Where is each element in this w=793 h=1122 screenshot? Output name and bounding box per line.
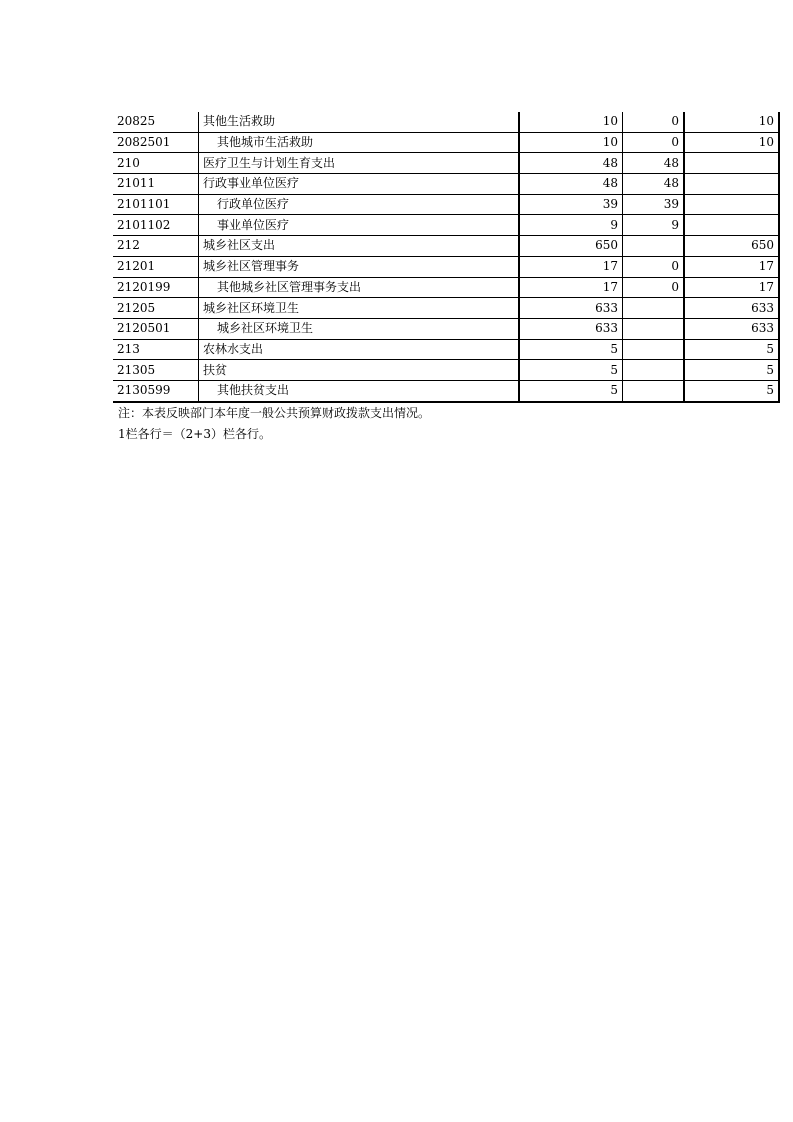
- row-basic-expenditure: 9: [623, 215, 685, 236]
- row-name: 城乡社区管理事务: [199, 256, 520, 277]
- row-name: 其他城乡社区管理事务支出: [199, 277, 520, 298]
- row-project-expenditure: 10: [684, 112, 779, 132]
- row-code: 213: [113, 339, 199, 360]
- row-name: 城乡社区环境卫生: [199, 318, 520, 339]
- row-code: 21011: [113, 174, 199, 195]
- row-total: 633: [519, 318, 623, 339]
- row-basic-expenditure: 39: [623, 194, 685, 215]
- row-code: 2120501: [113, 318, 199, 339]
- row-basic-expenditure: 48: [623, 153, 685, 174]
- row-basic-expenditure: 0: [623, 256, 685, 277]
- row-project-expenditure: 650: [684, 236, 779, 257]
- row-basic-expenditure: [623, 380, 685, 401]
- table-row: [113, 339, 779, 360]
- row-project-expenditure: [684, 215, 779, 236]
- expenditure-table: [113, 112, 780, 403]
- row-name: 其他生活救助: [199, 112, 520, 132]
- table-row: [113, 298, 779, 319]
- row-name: 城乡社区支出: [199, 236, 520, 257]
- table-notes: [118, 403, 430, 445]
- row-total: 5: [519, 360, 623, 381]
- row-total: 10: [519, 132, 623, 153]
- row-total: 5: [519, 339, 623, 360]
- row-total: 39: [519, 194, 623, 215]
- row-project-expenditure: 5: [684, 339, 779, 360]
- row-project-expenditure: [684, 174, 779, 195]
- row-project-expenditure: 633: [684, 298, 779, 319]
- table-body: [113, 112, 779, 402]
- row-total: 633: [519, 298, 623, 319]
- row-total: 9: [519, 215, 623, 236]
- row-code: 21201: [113, 256, 199, 277]
- row-project-expenditure: 633: [684, 318, 779, 339]
- row-name: 其他扶贫支出: [199, 380, 520, 401]
- table-row: [113, 318, 779, 339]
- table-row: [113, 174, 779, 195]
- row-code: 2130599: [113, 380, 199, 401]
- note-line-1: 注：本表反映部门本年度一般公共预算财政拨款支出情况。: [118, 406, 431, 420]
- table-row: [113, 236, 779, 257]
- row-basic-expenditure: [623, 339, 685, 360]
- table-row: [113, 112, 779, 132]
- row-code: 2101102: [113, 215, 199, 236]
- row-basic-expenditure: 0: [623, 112, 685, 132]
- table-row: [113, 256, 779, 277]
- table-row: [113, 132, 779, 153]
- row-project-expenditure: [684, 194, 779, 215]
- row-total: 5: [519, 380, 623, 401]
- row-name: 事业单位医疗: [199, 215, 520, 236]
- row-code: 20825: [113, 112, 199, 132]
- table-row: [113, 194, 779, 215]
- row-project-expenditure: [684, 153, 779, 174]
- table-row: [113, 215, 779, 236]
- row-name: 扶贫: [199, 360, 520, 381]
- row-name: 其他城市生活救助: [199, 132, 520, 153]
- note-line-2: 1栏各行＝（2+3）栏各行。: [118, 427, 271, 441]
- row-basic-expenditure: [623, 318, 685, 339]
- row-project-expenditure: 10: [684, 132, 779, 153]
- row-name: 行政事业单位医疗: [199, 174, 520, 195]
- row-project-expenditure: 5: [684, 360, 779, 381]
- row-basic-expenditure: [623, 298, 685, 319]
- row-code: 21205: [113, 298, 199, 319]
- table-row: [113, 277, 779, 298]
- table-row: [113, 380, 779, 401]
- row-basic-expenditure: [623, 360, 685, 381]
- row-code: 2082501: [113, 132, 199, 153]
- row-code: 2120199: [113, 277, 199, 298]
- row-code: 21305: [113, 360, 199, 381]
- row-project-expenditure: 5: [684, 380, 779, 401]
- row-project-expenditure: 17: [684, 277, 779, 298]
- row-code: 2101101: [113, 194, 199, 215]
- row-name: 医疗卫生与计划生育支出: [199, 153, 520, 174]
- row-name: 城乡社区环境卫生: [199, 298, 520, 319]
- row-basic-expenditure: 0: [623, 277, 685, 298]
- row-code: 212: [113, 236, 199, 257]
- row-basic-expenditure: 0: [623, 132, 685, 153]
- row-total: 17: [519, 256, 623, 277]
- row-total: 650: [519, 236, 623, 257]
- row-total: 10: [519, 112, 623, 132]
- row-total: 48: [519, 153, 623, 174]
- row-basic-expenditure: 48: [623, 174, 685, 195]
- row-basic-expenditure: [623, 236, 685, 257]
- row-name: 农林水支出: [199, 339, 520, 360]
- row-total: 17: [519, 277, 623, 298]
- row-project-expenditure: 17: [684, 256, 779, 277]
- row-code: 210: [113, 153, 199, 174]
- table-row: [113, 360, 779, 381]
- table-row: [113, 153, 779, 174]
- row-total: 48: [519, 174, 623, 195]
- row-name: 行政单位医疗: [199, 194, 520, 215]
